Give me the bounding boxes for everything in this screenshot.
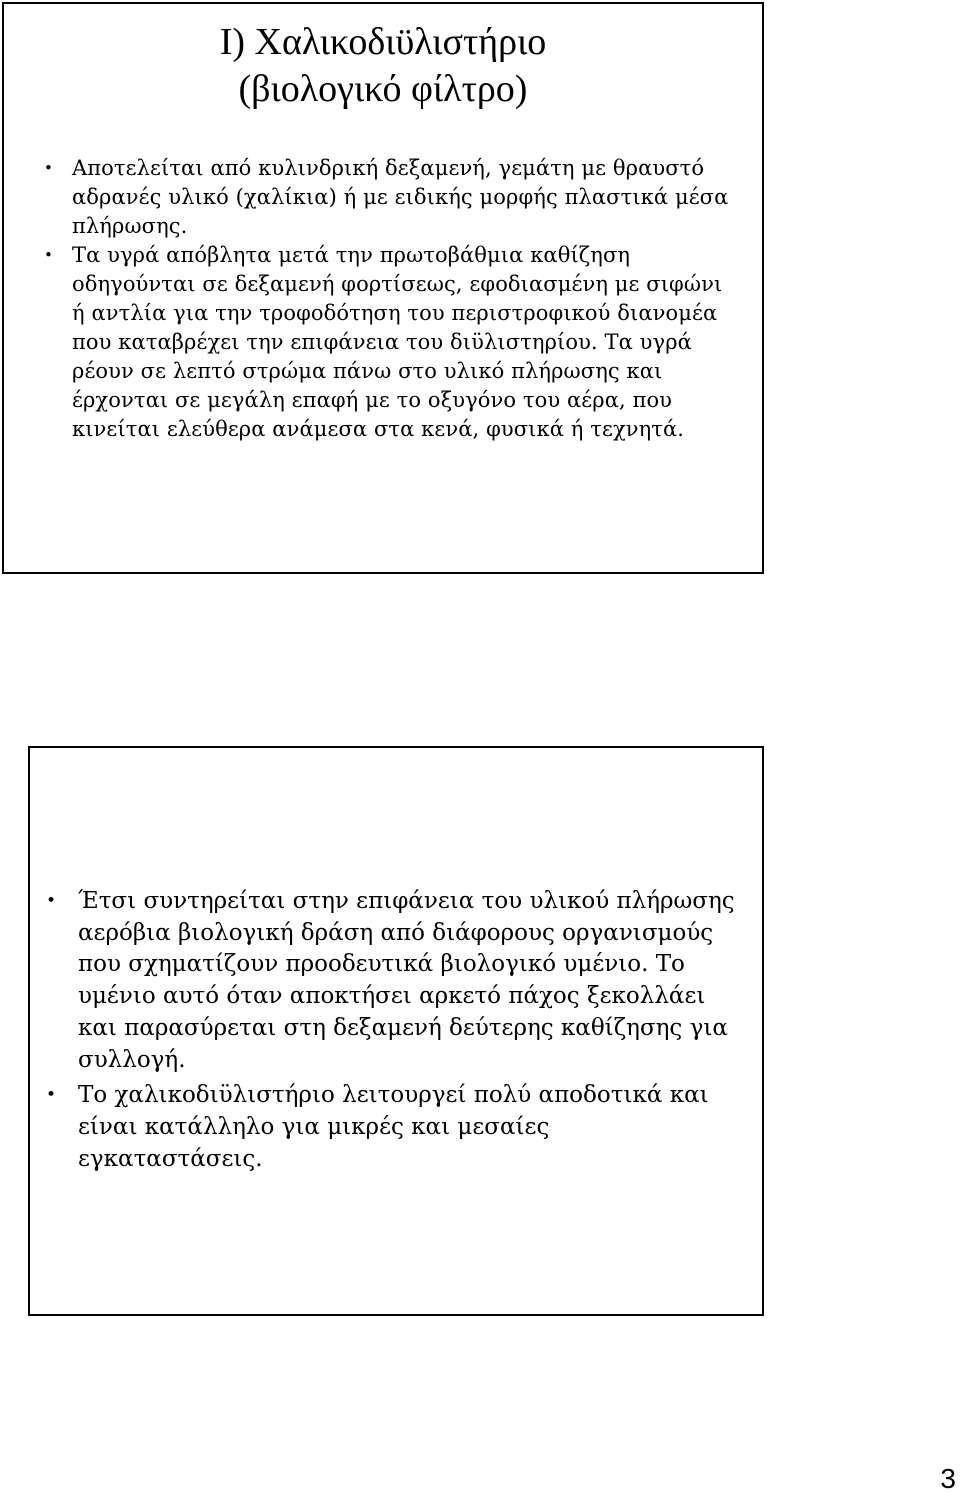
bullet-icon: •	[46, 891, 57, 911]
bullet-text: Έτσι συντηρείται στην επιφάνεια του υλικού πλήρωσης αερόβια βιολογική δράση από διάφορους οργανισμούς που σχηματίζουν προοδευτικά βιολογικό υμένιο. Το υμένιο αυτό όταν αποκτήσει αρκετό πάχος ξεκολλάει και παρασύρεται στη δεξαμενή δεύτερης καθίζησης για συλλογή.	[78, 888, 735, 1073]
bullet-icon: •	[44, 159, 53, 177]
page-number: 3	[940, 1463, 956, 1494]
slide-1	[2, 2, 764, 574]
bullet-text: Το χαλικοδιϋλιστήριο λειτουργεί πολύ αποδοτικά και είναι κατάλληλο για μικρές και μεσαίες εγκαταστάσεις.	[78, 1082, 709, 1172]
bullet-text: Αποτελείται από κυλινδρική δεξαμενή, γεμάτη με θραυστό αδρανές υλικό (χαλίκια) ή με ειδικής μορφής πλαστικά μέσα πλήρωσης.	[72, 156, 729, 238]
slide-1-bullet-list	[44, 154, 732, 444]
bullet-item	[44, 154, 732, 241]
bullet-item	[46, 1080, 738, 1175]
slide-2-bullet-list	[46, 886, 738, 1175]
bullet-icon: •	[44, 246, 53, 264]
bullet-icon: •	[46, 1085, 57, 1106]
slide-1-title	[4, 19, 762, 113]
bullet-item	[44, 241, 732, 444]
slide-2	[28, 746, 764, 1316]
slide-1-title-line-1: I) Χαλικοδιϋλιστήριο	[219, 21, 547, 63]
slide-1-title-line-2: (βιολογικό φίλτρο)	[238, 68, 528, 110]
bullet-item	[46, 886, 738, 1076]
bullet-text: Τα υγρά απόβλητα μετά την πρωτοβάθμια καθίζηση οδηγούνται σε δεξαμενή φορτίσεως, εφοδιασμένη με σιφώνι ή αντλία για την τροφοδότηση του περιστροφικού διανομέα που καταβρέχει την επιφάνεια του διϋλιστηρίου. Τα υγρά ρέουν σε λεπτό στρώμα πάνω στο υλικό πλήρωσης και έρχονται σε μεγάλη επαφή με το οξυγόνο του αέρα, που κινείται ελεύθερα ανάμεσα στα κενά, φυσικά ή τεχνητά.	[72, 243, 723, 441]
